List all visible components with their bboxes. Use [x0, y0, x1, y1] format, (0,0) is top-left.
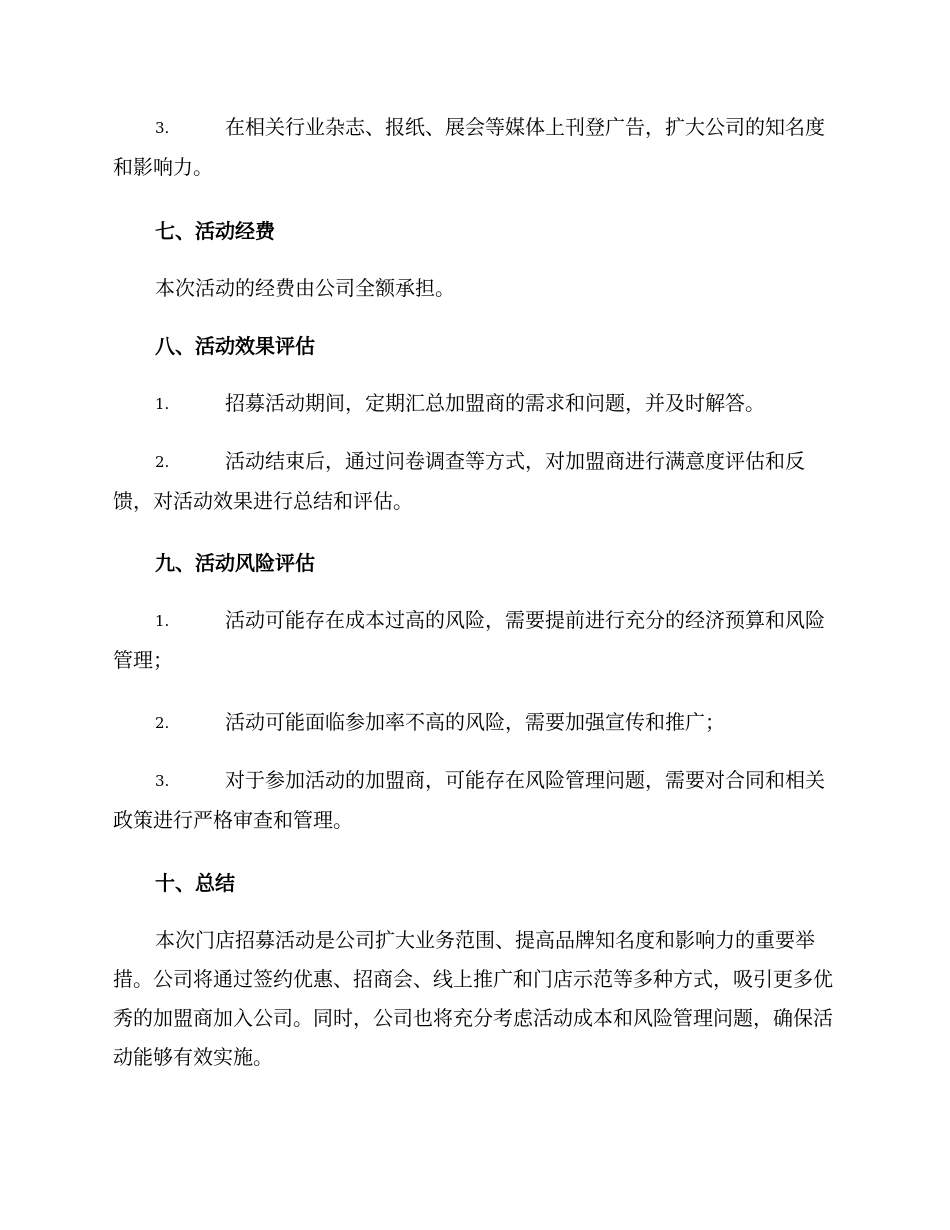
- item-text: 招募活动期间，定期汇总加盟商的需求和问题，并及时解答。: [225, 391, 765, 415]
- item-number: 1.: [155, 612, 170, 630]
- item-text: 活动可能面临参加率不高的风险，需要加强宣传和推广；: [225, 710, 725, 734]
- item-number: 3.: [155, 772, 170, 790]
- item-number: 3.: [155, 119, 170, 137]
- item-text: 活动结束后，通过问卷调查等方式，对加盟商进行满意度评估和反馈，对活动效果进行总结和评估。: [113, 449, 805, 513]
- list-item: [113, 442, 835, 521]
- list-item: [113, 761, 835, 840]
- paragraph: 本次活动的经费由公司全额承担。: [155, 276, 455, 300]
- item-text: 在相关行业杂志、报纸、展会等媒体上刊登广告，扩大公司的知名度和影响力。: [113, 115, 825, 179]
- item-number: 2.: [155, 714, 170, 732]
- section-heading: 九、活动风险评估: [155, 551, 315, 575]
- list-item: [113, 703, 835, 743]
- paragraph: 本次门店招募活动是公司扩大业务范围、提高品牌知名度和影响力的重要举措。公司将通过签约优惠、招商会、线上推广和门店示范等多种方式，吸引更多优秀的加盟商加入公司。同时，公司也将充分考虑活动成本和风险管理问题，确保活动能够有效实施。: [113, 928, 833, 1069]
- item-text: 对于参加活动的加盟商，可能存在风险管理问题，需要对合同和相关政策进行严格审查和管理。: [113, 768, 825, 832]
- section-heading: 七、活动经费: [155, 219, 275, 243]
- item-number: 1.: [155, 395, 170, 413]
- list-item: [113, 384, 835, 424]
- list-item: [113, 601, 835, 680]
- list-item: [113, 108, 835, 187]
- item-text: 活动可能存在成本过高的风险，需要提前进行充分的经济预算和风险管理；: [113, 608, 825, 672]
- item-number: 2.: [155, 453, 170, 471]
- section-heading: 八、活动效果评估: [155, 334, 315, 358]
- section-heading: 十、总结: [155, 871, 235, 895]
